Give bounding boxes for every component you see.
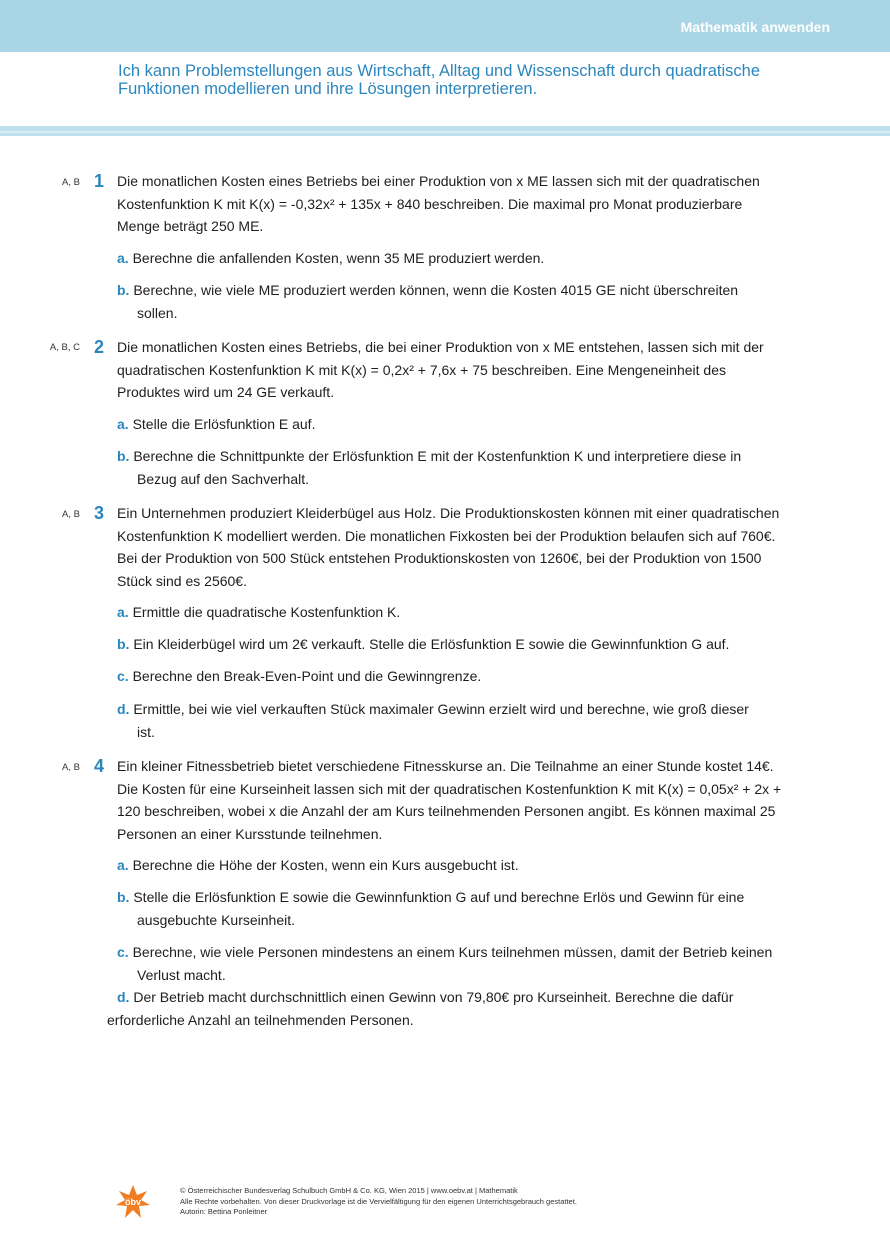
task-1a-text: Berechne die anfallenden Kosten, wenn 35 ME produziert werden. [132,250,545,266]
task-4-number: 4 [94,756,105,776]
task-4d [107,986,785,1031]
publisher-logo [114,1183,152,1221]
task-4d-text-cont: erforderliche Anzahl an teilnehmenden Personen. [107,1011,414,1028]
task-4c-letter: c. [117,944,129,960]
task-4-text: Ein kleiner Fitnessbetrieb bietet verschiedene Fitnesskurse an. Die Teilnahme an einer Stunde kostet 14€. Die Kosten für eine Kurseinheit lassen sich mit der quadratischen Kostenfunktion K mit K(x) = 0,05x² + 2x + 120 beschreiben, wobei x die Anzahl der am Kurs teilnehmenden Personen angibt. Es können maximal 25 Personen an einer Kursstunde teilnehmen. [117,758,782,842]
task-3c-letter: c. [117,668,129,684]
task-3-text: Ein Unternehmen produziert Kleiderbügel aus Holz. Die Produktionskosten können mit einer quadratischen Kostenfunktion K modelliert werden. Die monatlichen Fixkosten bei der Produktion belaufen sich auf 760€. Bei der Produktion von 500 Stück entstehen Produktionskosten von 1260€, bei der Produktion von 1500 Stück sind es 2560€. [117,505,780,589]
task-2a-text: Stelle die Erlösfunktion E auf. [132,416,316,432]
task-4b-text: Stelle die Erlösfunktion E sowie die Gewinnfunktion G auf und berechne Erlös und Gewinn für eine [133,889,745,905]
task-3b-letter: b. [117,636,130,652]
task-3d-text: Ermittle, bei wie viel verkauften Stück maximaler Gewinn erzielt wird und berechne, wie groß dieser [133,701,749,717]
task-1-number: 1 [94,171,105,191]
task-2b-text: Berechne die Schnittpunkte der Erlösfunktion E mit der Kostenfunktion K und interpretiere diese in [133,448,742,464]
task-2-code: A, B, C [49,342,80,353]
task-4b-letter: b. [117,889,130,905]
task-1-code: A, B [62,177,80,188]
task-4b-text-cont: ausgebuchte Kurseinheit. [137,911,295,928]
task-1a [117,247,785,270]
task-4c [117,941,785,986]
learning-goal: Ich kann Problemstellungen aus Wirtschaft, Alltag und Wissenschaft durch quadratische Funktionen modellieren und ihre Lösungen interpretieren. [118,62,761,98]
logo-text: öbv [124,1197,142,1207]
task-4b [117,886,785,931]
task-2a [117,413,785,436]
task-2-number: 2 [94,337,105,357]
task-4-code: A, B [62,762,80,773]
task-3c-text: Berechne den Break-Even-Point und die Gewinngrenze. [132,668,482,684]
task-4a-letter: a. [117,857,129,873]
task-1b-text: Berechne, wie viele ME produziert werden können, wenn die Kosten 4015 GE nicht überschreiten [133,282,739,298]
task-3d-letter: d. [117,701,130,717]
task-4c-text: Berechne, wie viele Personen mindestens an einem Kurs teilnehmen müssen, damit der Betrieb keinen [132,944,773,960]
task-3-code: A, B [62,509,80,520]
task-3b [117,633,785,656]
task-2b-text-cont: Bezug auf den Sachverhalt. [137,470,310,487]
footer-line-2: Alle Rechte vorbehalten. Von dieser Druckvorlage ist die Vervielfältigung für den eigenen Unterrichtsgebrauch gestattet. [180,1196,577,1206]
decorative-wave-line [0,131,890,133]
task-2a-letter: a. [117,416,129,432]
task-3d [117,698,785,743]
footer-line-1: © Österreichischer Bundesverlag Schulbuch GmbH & Co. KG, Wien 2015 | www.oebv.at | Mathematik [180,1186,518,1195]
task-3a [117,601,785,624]
footer-copyright [180,1186,830,1218]
task-1b [117,279,785,324]
task-2b-letter: b. [117,448,130,464]
task-4a [117,854,785,877]
footer-line-3: Autorin: Bettina Ponleitner [180,1207,268,1216]
task-4d-letter: d. [117,989,130,1005]
task-4d-text: Der Betrieb macht durchschnittlich einen Gewinn von 79,80€ pro Kurseinheit. Berechne die dafür [133,989,734,1005]
task-1-text: Die monatlichen Kosten eines Betriebs bei einer Produktion von x ME lassen sich mit der quadratischen Kostenfunktion K mit K(x) = -0,32x² + 135x + 840 beschreiben. Die maximal pro Monat produzierbare Menge beträgt 250 ME. [117,173,760,234]
task-3c [117,665,785,688]
task-3d-text-cont: ist. [137,723,155,740]
task-1b-text-cont: sollen. [137,304,178,321]
task-3-number: 3 [94,503,105,523]
task-2-text: Die monatlichen Kosten eines Betriebs, die bei einer Produktion von x ME entstehen, lassen sich mit der quadratischen Kostenfunktion K mit K(x) = 0,2x² + 7,6x + 75 beschreiben. Eine Mengeneinheit des Produktes wird um 24 GE verkauft. [117,339,764,400]
task-3b-text: Ein Kleiderbügel wird um 2€ verkauft. Stelle die Erlösfunktion E sowie die Gewinnfunktion G auf. [133,636,730,652]
task-4a-text: Berechne die Höhe der Kosten, wenn ein Kurs ausgebucht ist. [132,857,519,873]
task-3a-text: Ermittle die quadratische Kostenfunktion K. [132,604,401,620]
task-1b-letter: b. [117,282,130,298]
task-4c-text-cont: Verlust macht. [137,966,226,983]
task-3a-letter: a. [117,604,129,620]
task-2b [117,445,785,490]
header-title: Mathematik anwenden [680,19,830,35]
task-1a-letter: a. [117,250,129,266]
